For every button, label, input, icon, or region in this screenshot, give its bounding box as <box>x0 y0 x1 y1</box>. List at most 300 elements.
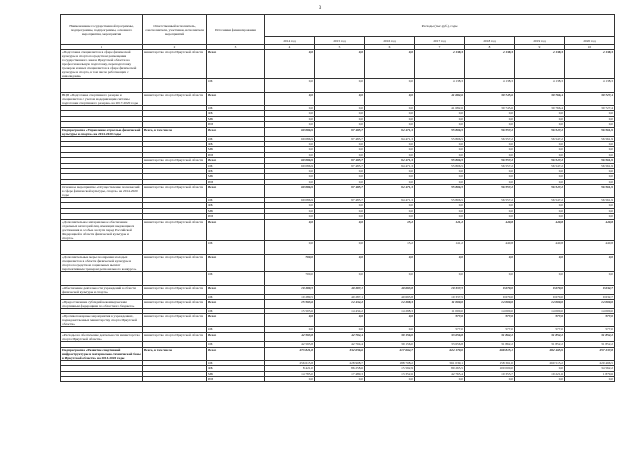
value-cell: 4 138,3 <box>415 79 465 93</box>
value-cell: 56 561,9 <box>565 136 615 141</box>
value-cell: 0,0 <box>515 214 565 219</box>
value-cell: 0,0 <box>315 327 365 333</box>
source-cell: Всего <box>207 50 265 79</box>
value-cell: 0,0 <box>315 240 365 254</box>
column-index: 10 <box>565 45 615 50</box>
value-cell: 0,0 <box>415 116 465 121</box>
table-row <box>61 314 615 327</box>
value-cell: 0,0 <box>565 214 615 219</box>
value-cell: 69 086,9 <box>265 185 315 198</box>
value-cell: 0,0 <box>265 93 315 106</box>
value-cell: 0,0 <box>515 122 565 127</box>
header-program: Наименование государственной программы, подпрограммы, подпрограммы, основного мероприятия, мероприятия <box>61 15 143 45</box>
value-cell: 577,0 <box>465 314 515 327</box>
value-cell: 0,0 <box>415 147 465 152</box>
program-name-cell: Подпрограмма «Управление отраслью физической культуры и спорта» на 2014-2020 годы <box>61 127 143 136</box>
value-cell: 0,0 <box>515 141 565 146</box>
value-cell: 9 632,7 <box>565 285 615 294</box>
executor-cell: Всего, в том числе <box>143 347 207 360</box>
value-cell: 0,0 <box>315 116 365 121</box>
value-cell: 0,0 <box>265 240 315 254</box>
value-cell: 440,8 <box>515 240 565 254</box>
value-cell: 0,0 <box>265 79 315 93</box>
value-cell: 0,0 <box>565 208 615 213</box>
executor-cell: министерство спорта Иркутской области <box>143 314 207 327</box>
value-cell: 0,0 <box>565 203 615 208</box>
value-cell: 0,0 <box>515 203 565 208</box>
value-cell: 0,0 <box>465 111 515 116</box>
value-cell: 0,0 <box>365 93 415 106</box>
value-cell: 577,0 <box>565 327 615 333</box>
value-cell: 94 471,3 <box>365 185 415 198</box>
value-cell: 11 000,0 <box>415 309 465 314</box>
source-cell: ИИ <box>207 214 265 219</box>
source-cell: ФБ <box>207 203 265 208</box>
program-name-cell: «Противопожарные мероприятия в учреждениях, подведомственных министерству спорта Иркутской области» <box>61 314 143 327</box>
value-cell: 0,0 <box>265 147 315 152</box>
value-cell: 700,0 <box>265 254 315 271</box>
value-cell: 141,2 <box>415 240 465 254</box>
value-cell: 0,0 <box>365 314 415 327</box>
table-row <box>61 333 615 342</box>
value-cell: 0,0 <box>465 208 515 213</box>
year-header: 2016 год <box>365 37 415 45</box>
value-cell: 332 656,6 <box>315 347 365 360</box>
value-cell: 0,0 <box>265 179 315 184</box>
value-cell: 4 138,3 <box>415 50 465 79</box>
source-cell: ОБ <box>207 309 265 314</box>
value-cell: 0,0 <box>315 50 365 79</box>
value-cell: 0,0 <box>365 111 415 116</box>
value-cell: 0,0 <box>315 271 365 285</box>
value-cell: 577,0 <box>565 314 615 327</box>
value-cell: 0,0 <box>515 174 565 179</box>
value-cell: 0,0 <box>565 254 615 271</box>
value-cell: 0,0 <box>365 179 415 184</box>
table-row <box>61 240 615 254</box>
value-cell: 0,0 <box>265 208 315 213</box>
source-cell: Всего <box>207 185 265 198</box>
table-body <box>61 50 615 382</box>
value-cell: 56 557,2 <box>465 136 515 141</box>
value-cell: 0,0 <box>315 376 365 381</box>
column-index: 8 <box>465 45 515 50</box>
header-source: Источники финансирования <box>207 15 265 45</box>
value-cell: 256 615,8 <box>265 360 315 365</box>
executor-cell: министерство спорта Иркутской области <box>143 219 207 240</box>
value-cell: 0,0 <box>365 254 415 271</box>
source-cell: ИИ <box>207 179 265 184</box>
value-cell: 0,0 <box>315 111 365 116</box>
value-cell: 0,0 <box>365 174 415 179</box>
value-cell: 40 287,1 <box>315 294 365 299</box>
value-cell: 0,0 <box>515 376 565 381</box>
value-cell: 9 670,0 <box>465 285 515 294</box>
source-cell: Всего <box>207 93 265 106</box>
source-cell: Всего <box>207 285 265 294</box>
value-cell: 97 485,7 <box>315 185 365 198</box>
value-cell: 42 765,4 <box>415 371 465 376</box>
value-cell: 0,0 <box>465 141 515 146</box>
value-cell: 31 852,2 <box>565 333 615 342</box>
value-cell: 56 547,2 <box>515 198 565 203</box>
value-cell: 0,0 <box>465 179 515 184</box>
value-cell: 33 656,8 <box>415 333 465 342</box>
value-cell: 33 656,8 <box>415 342 465 347</box>
source-cell: ИИ <box>207 122 265 127</box>
value-cell: 15 503,6 <box>265 300 315 309</box>
value-cell: 41 682,6 <box>415 106 465 111</box>
program-name-cell: «Обеспечение деятельности учреждений в области физической культуры и спорта» <box>61 285 143 294</box>
value-cell: 56 561,9 <box>565 158 615 163</box>
program-name-cell: «Подготовка специалистов в сфере физической культуры и спорта посредством размещения государственного заказа Иркутской области на профессиональную подготовку, переподготовку тренеров и иных специалистов в сфере физической культуры и спорта, в том числе работающих с инвалидами» <box>61 50 143 79</box>
value-cell: 1 879,6 <box>565 371 615 376</box>
table-row <box>61 300 615 309</box>
value-cell: 56 561,9 <box>565 127 615 136</box>
value-cell: 56 561,9 <box>565 185 615 198</box>
header-expenses: Расходы (тыс.руб.), годы <box>265 15 615 37</box>
value-cell: 440,8 <box>515 219 565 240</box>
source-cell: ОБ <box>207 106 265 111</box>
value-cell: 0,0 <box>465 116 515 121</box>
value-cell: 94 471,3 <box>365 198 415 203</box>
source-cell: ОБ <box>207 198 265 203</box>
value-cell: 0,0 <box>465 254 515 271</box>
source-cell: Всего <box>207 300 265 309</box>
value-cell: 69 086,9 <box>265 136 315 141</box>
value-cell: 0,0 <box>565 179 615 184</box>
value-cell: 0,0 <box>415 122 465 127</box>
value-cell: 0,0 <box>315 122 365 127</box>
program-name-cell: «Расходы на обеспечение деятельности министерства спорта Иркутской области» <box>61 333 143 342</box>
executor-cell <box>143 79 207 93</box>
value-cell: 700,0 <box>265 271 315 285</box>
value-cell: 100 000,0 <box>465 366 515 371</box>
value-cell: 97 485,7 <box>315 127 365 136</box>
value-cell: 39 156,0 <box>365 342 415 347</box>
value-cell: 577,0 <box>515 327 565 333</box>
source-cell: ИИ <box>207 152 265 157</box>
value-cell: 30 727,4 <box>565 106 615 111</box>
value-cell: 97 485,7 <box>315 163 365 168</box>
value-cell: 56 557,2 <box>465 198 515 203</box>
value-cell: 0,0 <box>465 152 515 157</box>
source-cell: ИИ <box>207 376 265 381</box>
value-cell: 440,8 <box>465 240 515 254</box>
value-cell: 42 704,4 <box>315 342 365 347</box>
source-cell: МБ <box>207 371 265 376</box>
value-cell: 0,0 <box>265 50 315 79</box>
source-cell: МБ <box>207 208 265 213</box>
table-row <box>61 50 615 79</box>
source-cell: МБ <box>207 116 265 121</box>
value-cell: 14 000,0 <box>565 309 615 314</box>
value-cell: 10 289,5 <box>265 294 315 299</box>
value-cell: 0,0 <box>465 122 515 127</box>
table-row <box>61 79 615 93</box>
value-cell: 440,8 <box>565 219 615 240</box>
value-cell: 0,0 <box>315 208 365 213</box>
year-header: 2018 год <box>465 37 515 45</box>
value-cell: 31 852,2 <box>515 333 565 342</box>
source-cell: ОБ <box>207 163 265 168</box>
value-cell: 0,0 <box>315 203 365 208</box>
executor-cell: министерство спорта Иркутской области <box>143 333 207 342</box>
table-row <box>61 93 615 106</box>
value-cell: 69 086,9 <box>265 163 315 168</box>
value-cell: 13 352,6 <box>365 371 415 376</box>
program-name-cell: Подпрограмма «Развитие спортивной инфраструктуры и материально-технической базы в Иркутской области» на 2014-2020 годы <box>62 347 141 360</box>
value-cell: 0,0 <box>415 141 465 146</box>
value-cell: 4 138,3 <box>465 50 515 79</box>
value-cell: 56 557,2 <box>465 185 515 198</box>
column-index: 4 <box>265 45 315 50</box>
value-cell: 0,0 <box>265 152 315 157</box>
value-cell: 14 000,0 <box>515 309 565 314</box>
value-cell: 0,0 <box>465 147 515 152</box>
value-cell: 268 815,1 <box>465 347 515 360</box>
value-cell: 14 298,3 <box>365 300 415 309</box>
source-cell: Всего <box>207 254 265 271</box>
value-cell: 0,0 <box>265 376 315 381</box>
table-row <box>61 271 615 285</box>
value-cell: 0,0 <box>465 376 515 381</box>
value-cell: 0,0 <box>315 174 365 179</box>
source-cell: Всего <box>207 314 265 327</box>
value-cell: 0,0 <box>565 271 615 285</box>
source-cell: ОБ <box>207 360 265 365</box>
value-cell: 9 632,7 <box>565 294 615 299</box>
value-cell: 0,0 <box>515 179 565 184</box>
value-cell: 30 766,4 <box>515 93 565 106</box>
executor-cell: министерство спорта Иркутской области <box>143 285 207 294</box>
value-cell: 188 708,2 <box>365 360 415 365</box>
value-cell: 4 138,3 <box>565 79 615 93</box>
value-cell: 0,0 <box>515 366 565 371</box>
value-cell: 10 353,7 <box>465 371 515 376</box>
value-cell: 0,0 <box>515 208 565 213</box>
value-cell: 34 562,2 <box>565 366 615 371</box>
value-cell: 577,0 <box>465 327 515 333</box>
table-row <box>61 376 615 381</box>
source-cell: ФБ <box>207 111 265 116</box>
executor-cell: министерство спорта Иркутской области <box>143 158 207 163</box>
value-cell: 14 298,3 <box>365 309 415 314</box>
program-name-cell <box>61 271 143 285</box>
value-cell: 0,0 <box>365 147 415 152</box>
program-name-cell: Основное мероприятие «Осуществление полномочий в сфере физической культуры, спорта» на 2014-2020 годы <box>61 185 143 198</box>
value-cell: 41 682,6 <box>415 93 465 106</box>
value-cell: 19 221,6 <box>515 371 565 376</box>
value-cell: 39 156,0 <box>365 333 415 342</box>
value-cell: 0,0 <box>265 111 315 116</box>
value-cell: 30 745,6 <box>465 106 515 111</box>
value-cell: 0,0 <box>365 327 415 333</box>
value-cell: 30 727,4 <box>565 93 615 106</box>
value-cell: 97 485,7 <box>315 136 365 141</box>
value-cell: 0,0 <box>465 271 515 285</box>
year-header: 2020 год <box>565 37 615 45</box>
value-cell: 31 862,2 <box>465 342 515 347</box>
executor-cell: Всего, в том числе <box>143 127 207 136</box>
value-cell: 94 471,3 <box>365 127 415 136</box>
value-cell: 0,0 <box>565 376 615 381</box>
value-cell: 55 806,5 <box>415 158 465 163</box>
value-cell: 56 547,2 <box>515 127 565 136</box>
value-cell: 0,0 <box>365 168 415 173</box>
value-cell: 158 361,0 <box>465 360 515 365</box>
value-cell: 0,0 <box>415 152 465 157</box>
program-name-cell: ВЦП «Подготовка спортивного резерва и специалистов с учетом модернизации системы подготовки спортивного резерва» на 2017-2020 годы <box>61 93 143 106</box>
value-cell: 0,0 <box>365 106 415 111</box>
value-cell: 30 766,4 <box>515 106 565 111</box>
value-cell: 4 138,3 <box>515 50 565 79</box>
value-cell: 0,0 <box>565 111 615 116</box>
value-cell: 0,0 <box>265 106 315 111</box>
value-cell: 9 670,0 <box>465 294 515 299</box>
source-cell: ОБ <box>207 327 265 333</box>
value-cell: 0,0 <box>465 214 515 219</box>
value-cell: 14 785,0 <box>265 371 315 376</box>
value-cell: 577,0 <box>415 314 465 327</box>
value-cell: 0,0 <box>265 327 315 333</box>
column-index: 1 <box>61 45 143 50</box>
value-cell: 4 138,3 <box>515 79 565 93</box>
value-cell: 0,0 <box>415 214 465 219</box>
value-cell: 0,0 <box>315 214 365 219</box>
value-cell: 97 485,7 <box>315 198 365 203</box>
value-cell: 257 237,8 <box>565 347 615 360</box>
value-cell: 0,0 <box>565 152 615 157</box>
value-cell: 624 170,0 <box>415 347 465 360</box>
source-cell: Всего <box>207 158 265 163</box>
value-cell: 17 489,3 <box>315 371 365 376</box>
value-cell: 141,2 <box>415 219 465 240</box>
value-cell: 94 471,3 <box>365 163 415 168</box>
value-cell: 0,0 <box>415 271 465 285</box>
value-cell: 55 806,5 <box>415 198 465 203</box>
value-cell: 69 086,9 <box>265 158 315 163</box>
value-cell: 56 547,2 <box>515 163 565 168</box>
value-cell: 0,0 <box>315 79 365 93</box>
value-cell: 282 465,9 <box>515 347 565 360</box>
executor-cell <box>143 240 207 254</box>
source-cell: ФБ <box>207 141 265 146</box>
program-name-cell <box>61 79 143 93</box>
value-cell: 0,0 <box>415 254 465 271</box>
value-cell: 0,0 <box>465 203 515 208</box>
value-cell: 94 471,3 <box>365 136 415 141</box>
source-cell: МБ <box>207 147 265 152</box>
value-cell: 0,0 <box>565 116 615 121</box>
value-cell: 0,0 <box>265 116 315 121</box>
value-cell: 0,0 <box>465 174 515 179</box>
value-cell: 69 086,9 <box>265 127 315 136</box>
source-cell: ОБ <box>207 79 265 93</box>
value-cell: 0,0 <box>415 179 465 184</box>
source-cell: ОБ <box>207 342 265 347</box>
value-cell: 55 806,5 <box>415 163 465 168</box>
value-cell: 0,0 <box>415 203 465 208</box>
column-index: 3 <box>207 45 265 50</box>
value-cell: 0,0 <box>565 122 615 127</box>
value-cell: 0,0 <box>265 314 315 327</box>
value-cell: 8 421,0 <box>265 366 315 371</box>
value-cell: 9 670,0 <box>515 285 565 294</box>
expenses-table <box>60 14 615 382</box>
value-cell: 15,2 <box>365 240 415 254</box>
value-cell: 80 265,5 <box>415 366 465 371</box>
value-cell: 0,0 <box>365 271 415 285</box>
source-cell: Всего <box>207 219 265 240</box>
value-cell: 56 561,9 <box>565 163 615 168</box>
value-cell: 217 664,7 <box>365 347 415 360</box>
value-cell: 42 593,8 <box>265 333 315 342</box>
executor-cell <box>143 271 207 285</box>
source-cell: ФБ <box>207 168 265 173</box>
value-cell: 0,0 <box>315 152 365 157</box>
executor-cell: министерство спорта Иркутской области <box>143 300 207 309</box>
value-cell: 0,0 <box>415 168 465 173</box>
value-cell: 94 471,3 <box>365 158 415 163</box>
value-cell: 0,0 <box>415 208 465 213</box>
value-cell: 42 593,8 <box>265 342 315 347</box>
value-cell: 14 000,0 <box>465 309 515 314</box>
value-cell: 10 337,5 <box>415 294 465 299</box>
value-cell: 42 704,4 <box>315 333 365 342</box>
program-name-cell: «Дополнительные меры поощрения молодых специалистов в области физической культуры и спорта посредством социальных выплат перспективным тренерам регионального конкурса» <box>61 254 143 271</box>
value-cell: 0,0 <box>365 50 415 79</box>
value-cell: 577,0 <box>415 327 465 333</box>
executor-cell: министерство спорта Иркутской области <box>143 50 207 79</box>
value-cell: 0,0 <box>265 122 315 127</box>
value-cell: 97 485,7 <box>315 158 365 163</box>
value-cell: 15 592,9 <box>365 366 415 371</box>
header-executor: Ответственный исполнитель, соисполнители, участники, исполнители мероприятий <box>143 15 207 45</box>
value-cell: 577,0 <box>515 314 565 327</box>
source-cell: ОБ <box>207 271 265 285</box>
value-cell: 0,0 <box>315 93 365 106</box>
value-cell: 56 547,2 <box>515 185 565 198</box>
value-cell: 561 039,1 <box>415 360 465 365</box>
value-cell: 0,0 <box>565 141 615 146</box>
value-cell: 0,0 <box>265 203 315 208</box>
value-cell: 31 862,2 <box>465 333 515 342</box>
value-cell: 440,8 <box>465 219 515 240</box>
column-index: 6 <box>365 45 415 50</box>
table-row <box>61 127 615 136</box>
value-cell: 273 821,8 <box>265 347 315 360</box>
value-cell: 56 557,2 <box>465 163 515 168</box>
value-cell: 0,0 <box>415 174 465 179</box>
value-cell: 0,0 <box>515 111 565 116</box>
value-cell: 0,0 <box>465 168 515 173</box>
executor-cell: министерство спорта Иркутской области <box>143 93 207 106</box>
value-cell: 14 000,0 <box>515 300 565 309</box>
value-cell: 0,0 <box>515 271 565 285</box>
value-cell: 0,0 <box>565 174 615 179</box>
value-cell: 260 515,2 <box>515 360 565 365</box>
value-cell: 40 693,8 <box>365 285 415 294</box>
value-cell: 0,0 <box>365 141 415 146</box>
value-cell: 10 337,5 <box>415 285 465 294</box>
column-index: 5 <box>315 45 365 50</box>
value-cell: 55 806,5 <box>415 185 465 198</box>
value-cell: 0,0 <box>515 147 565 152</box>
source-cell: ОБ <box>207 294 265 299</box>
column-index: 9 <box>515 45 565 50</box>
source-cell: ОБ <box>207 136 265 141</box>
